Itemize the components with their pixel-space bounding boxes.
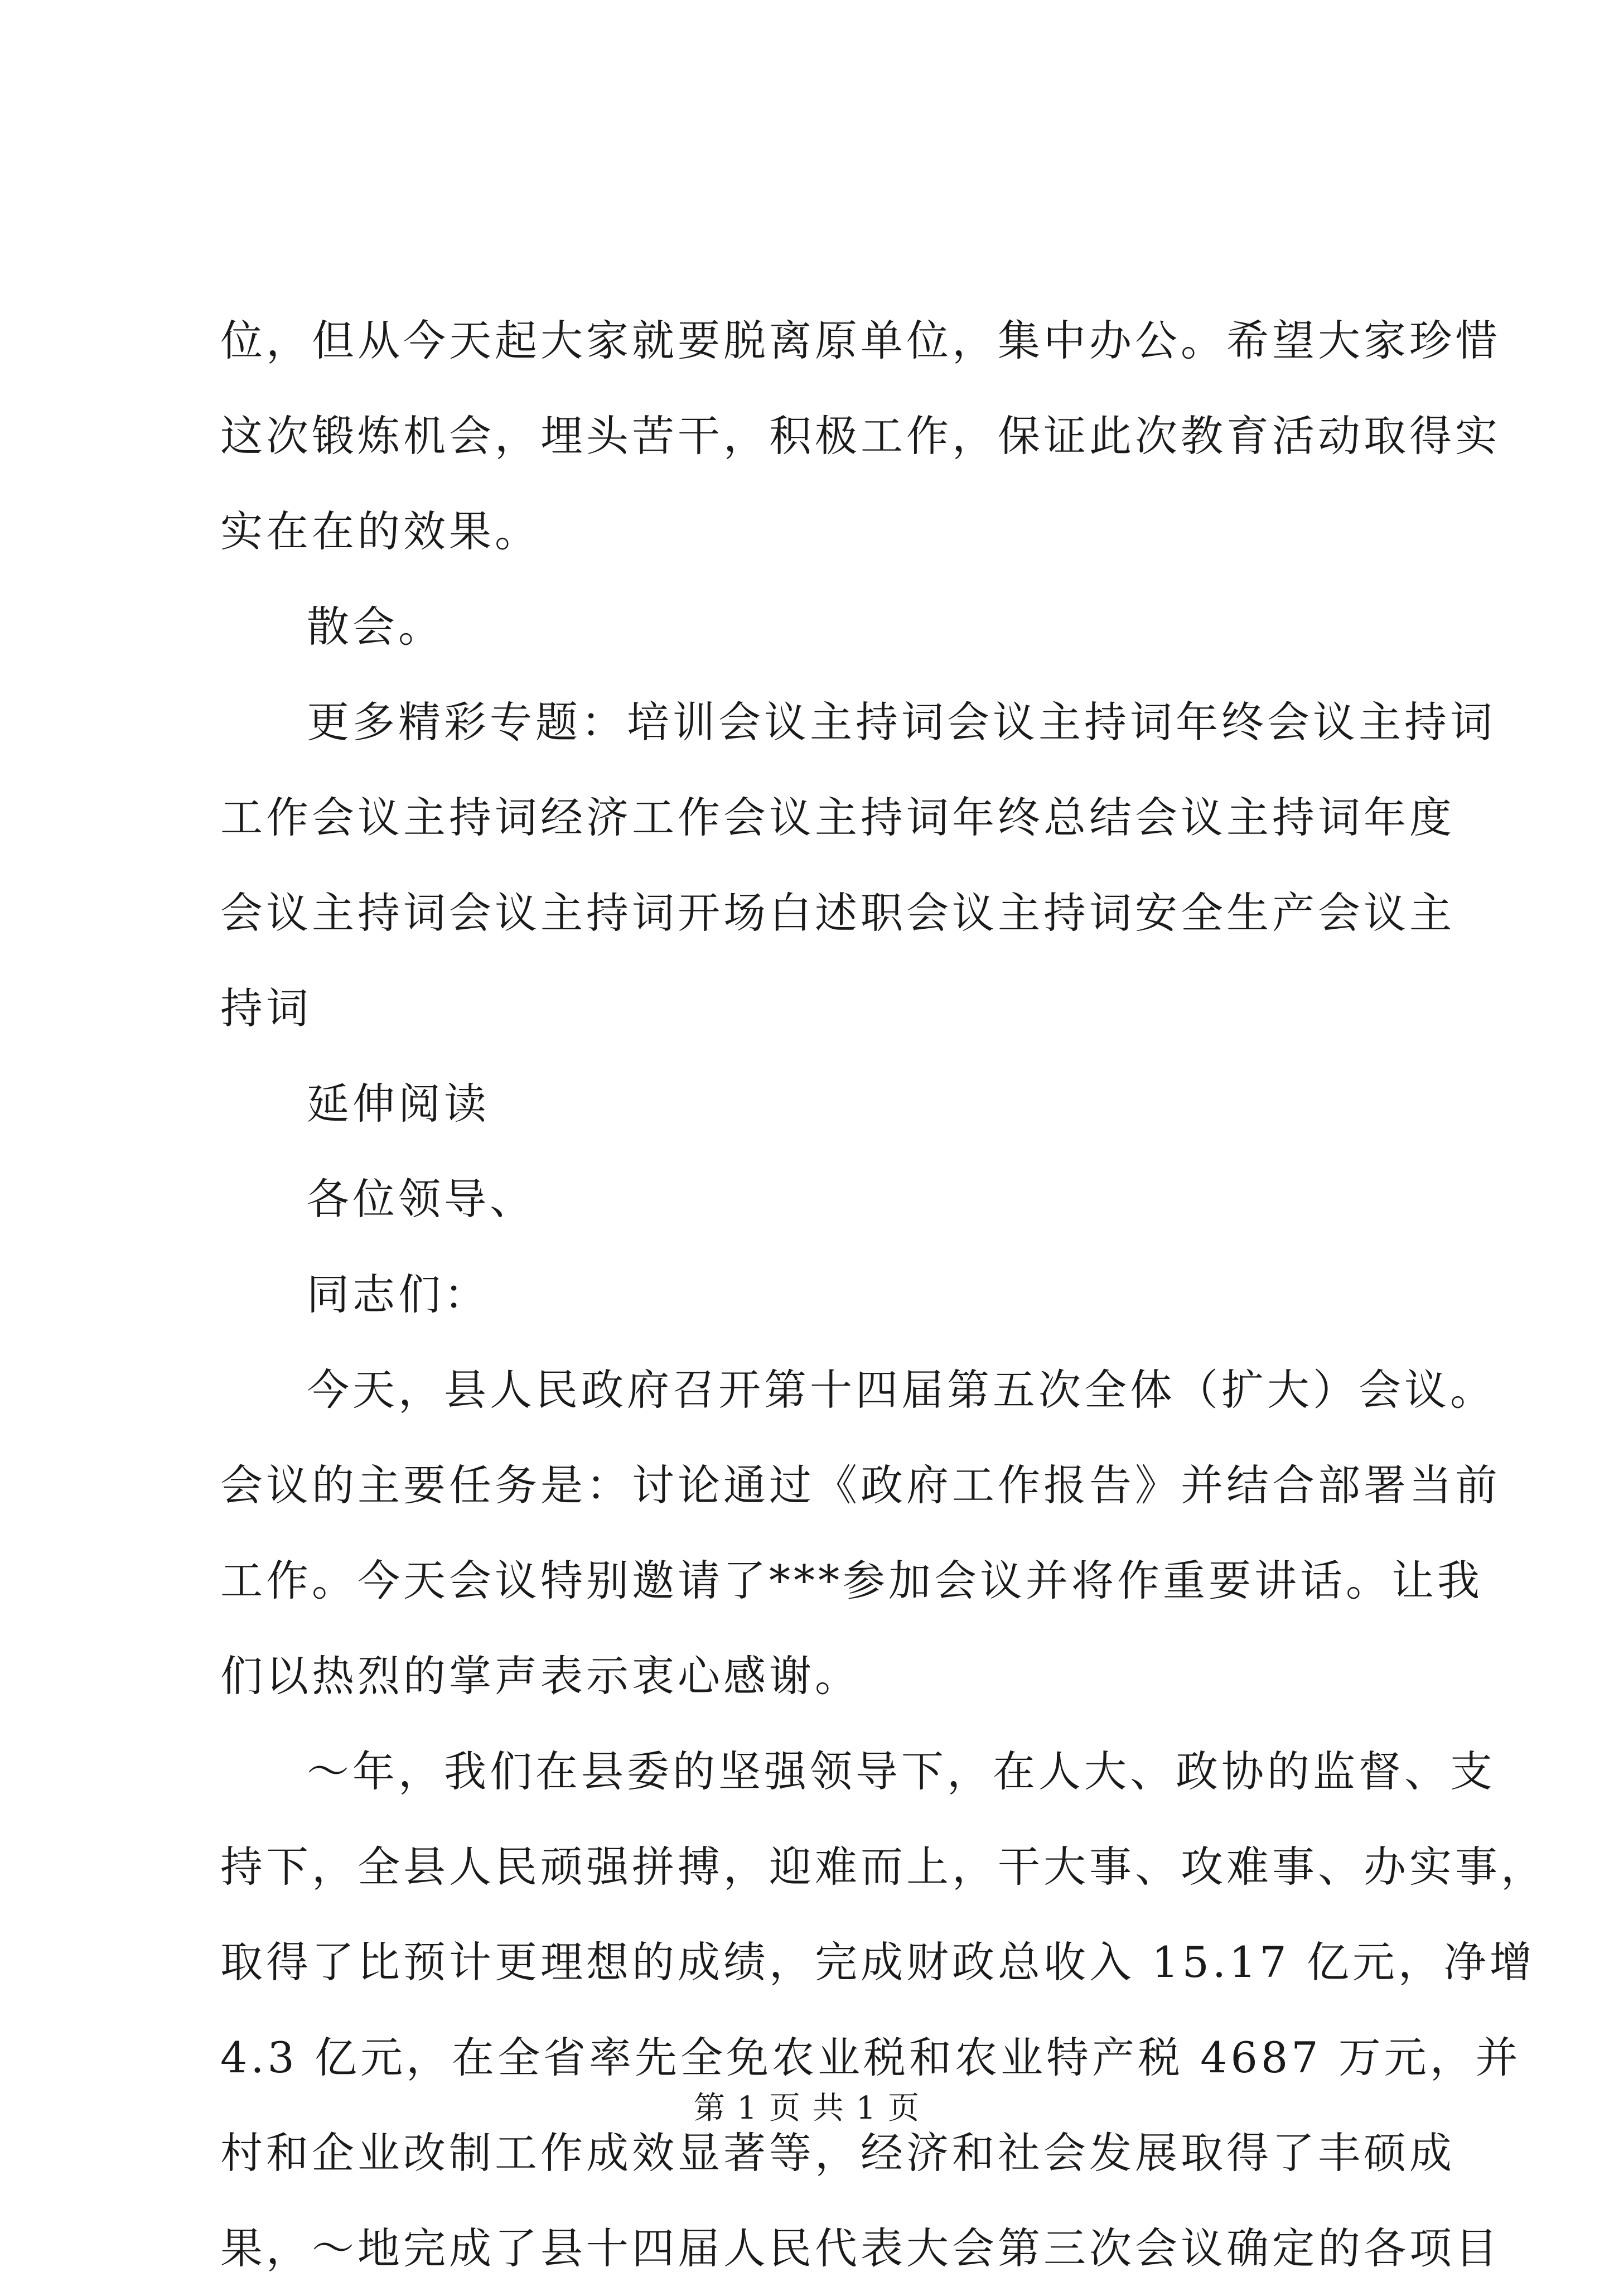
text-line: 们以热烈的掌声表示衷心感谢。 — [220, 1651, 861, 1701]
text-line: 散会。 — [307, 602, 444, 652]
text-line: ～年，我们在县委的坚强领导下，在人大、政协的监督、支 — [307, 1747, 1496, 1796]
text-line: 各位领导、 — [307, 1174, 535, 1224]
text-line: 4.3 亿元，在全省率先全免农业税和农业特产税 4687 万元，并 — [220, 2033, 1521, 2082]
text-line: 今天，县人民政府召开第十四届第五次全体（扩大）会议。 — [307, 1365, 1496, 1415]
text-line: 更多精彩专题：培训会议主持词会议主持词年终会议主持词 — [307, 697, 1496, 747]
text-line: 会议的主要任务是：讨论通过《政府工作报告》并结合部署当前 — [220, 1460, 1501, 1510]
text-line: 持词 — [220, 983, 312, 1033]
text-line: 实在在的效果。 — [220, 507, 540, 556]
text-line: 工作会议主持词经济工作会议主持词年终总结会议主持词年度 — [220, 793, 1455, 842]
text-line: 位，但从今天起大家就要脱离原单位，集中办公。希望大家珍惜 — [220, 316, 1501, 365]
text-line: 会议主持词会议主持词开场白述职会议主持词安全生产会议主 — [220, 888, 1455, 938]
text-line: 取得了比预计更理想的成绩，完成财政总收入 15.17 亿元，净增 — [220, 1937, 1535, 1987]
text-line: 这次锻炼机会，埋头苦干，积极工作，保证此次教育活动取得实 — [220, 411, 1501, 461]
text-line: 同志们： — [307, 1270, 490, 1319]
text-line: 持下，全县人民顽强拼搏，迎难而上，干大事、攻难事、办实事， — [220, 1842, 1547, 1892]
page-footer — [0, 2086, 1614, 2131]
text-line: 村和企业改制工作成效显著等，经济和社会发展取得了丰硕成 — [220, 2128, 1455, 2178]
document-body — [220, 293, 1547, 2296]
text-line: 果，～地完成了县十四届人民代表大会第三次会议确定的各项目 — [220, 2223, 1501, 2273]
text-line: 延伸阅读 — [307, 1079, 490, 1128]
text-line: 工作。今天会议特别邀请了***参加会议并将作重要讲话。让我 — [220, 1556, 1483, 1605]
page-number-label: 第 1 页 共 1 页 — [693, 2090, 921, 2126]
